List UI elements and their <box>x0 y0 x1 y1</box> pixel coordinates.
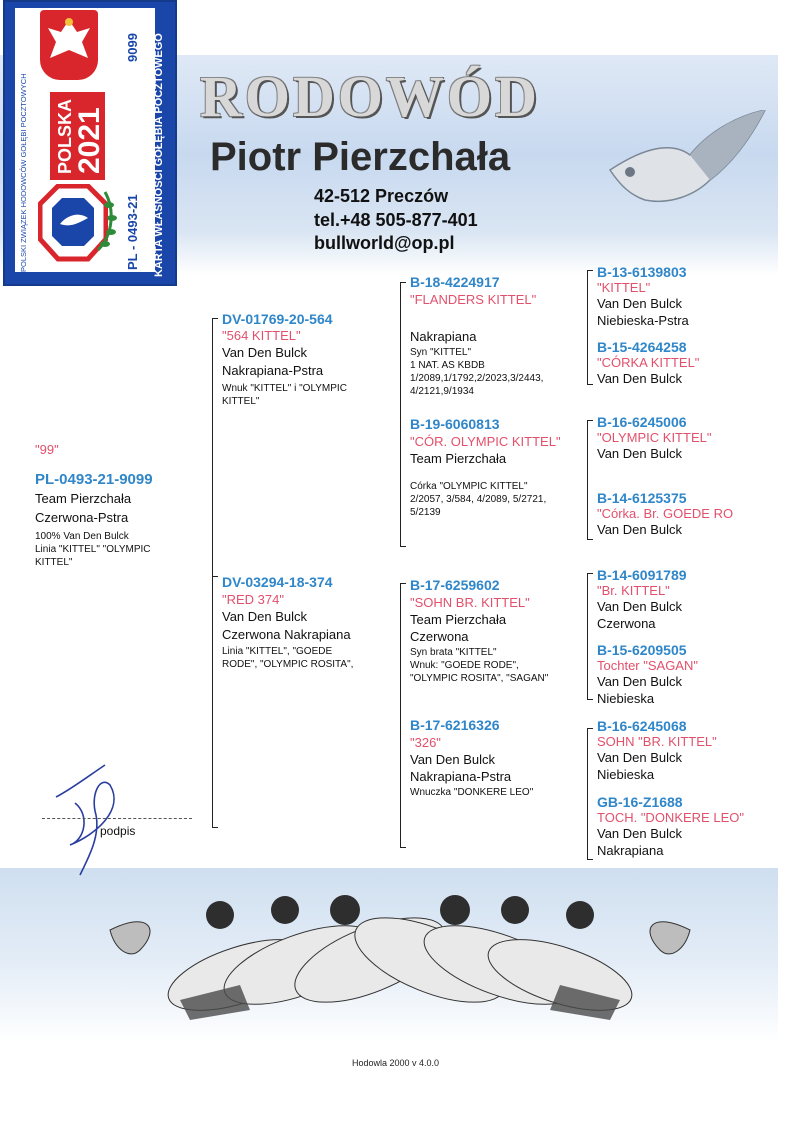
bird-breeder: Van Den Bulck <box>597 371 683 386</box>
bird-color: Czerwona <box>410 629 469 644</box>
bird-ring: B-17-6259602 <box>410 577 500 593</box>
bird-ring: B-19-6060813 <box>410 416 500 432</box>
bracket-tick <box>587 699 593 700</box>
bracket-tick <box>400 583 406 584</box>
note-line: Córka "OLYMPIC KITTEL" <box>410 481 528 492</box>
bird-color: Niebieska <box>597 767 655 782</box>
bracket-tick <box>400 546 406 547</box>
bird-name: SOHN "BR. KITTEL" <box>597 734 717 749</box>
bird-breeder: Van Den Bulck <box>597 750 683 765</box>
bird-name: "OLYMPIC KITTEL" <box>597 430 712 445</box>
bracket-tick <box>587 539 593 540</box>
card-ring-prefix: PL - 0493-21 <box>125 194 140 270</box>
note-line: Syn brata "KITTEL" <box>410 647 497 658</box>
bird-color: Czerwona <box>597 616 656 631</box>
main-bird-line2: Czerwona-Pstra <box>35 510 129 525</box>
bird-breeder: Van Den Bulck <box>410 752 496 767</box>
card-year: 2021 <box>73 107 106 174</box>
bracket-tick <box>587 270 593 271</box>
pedigree-bracket <box>212 318 213 828</box>
note-line: 2/2057, 3/584, 4/2089, 5/2721, <box>410 494 547 505</box>
bird-notes <box>410 480 561 519</box>
bird-ring: B-14-6091789 <box>597 567 687 583</box>
gen4-entry <box>597 567 687 631</box>
main-bird-ring: PL-0493-21-9099 <box>35 471 153 488</box>
bird-color: Nakrapiana <box>597 843 664 858</box>
bird-breeder: Team Pierzchała <box>410 612 507 627</box>
bird-ring: B-13-6139803 <box>597 264 687 280</box>
bird-breeder: Van Den Bulck <box>597 522 683 537</box>
bracket-tick <box>587 420 593 421</box>
gen4-entry <box>597 642 698 706</box>
bird-ring: B-16-6245006 <box>597 414 687 430</box>
flying-pigeon-image <box>600 110 770 220</box>
bird-name: "FLANDERS KITTEL" <box>410 292 537 307</box>
note-line: Linia "KITTEL", "GOEDE <box>222 646 333 657</box>
dam-notes <box>222 645 353 671</box>
card-country: POLSKA <box>55 98 75 174</box>
gen3-entry <box>410 717 533 799</box>
bird-name: "326" <box>410 735 441 750</box>
bird-color: Nakrapiana <box>410 329 477 344</box>
note-line: KITTEL" <box>222 396 260 407</box>
note-line: "OLYMPIC ROSITA", "SAGAN" <box>410 673 549 684</box>
bracket-tick <box>587 384 593 385</box>
sire-notes <box>222 382 347 408</box>
bird-name: "Br. KITTEL" <box>597 583 670 598</box>
page-title: RODOWÓD <box>200 64 540 129</box>
bird-ring: GB-16-Z1688 <box>597 794 683 810</box>
bracket-tick <box>587 859 593 860</box>
bird-notes <box>410 786 533 799</box>
bird-name: Tochter "SAGAN" <box>597 658 698 673</box>
card-title: KARTA WŁASNOŚCI GOŁĘBIA POCZTOWEGO <box>153 33 165 277</box>
bird-name: "CÓR. OLYMPIC KITTEL" <box>410 434 561 449</box>
bird-name: "SOHN BR. KITTEL" <box>410 595 530 610</box>
pedigree-bracket <box>400 583 401 848</box>
note-line: Syn "KITTEL" <box>410 347 472 358</box>
bird-name: "Córka. Br. GOEDE RO <box>597 506 734 521</box>
bird-ring: B-17-6216326 <box>410 717 500 733</box>
sire-ring: DV-01769-20-564 <box>222 311 333 327</box>
gen4-entry <box>597 339 699 386</box>
pedigree-bracket <box>587 270 588 385</box>
dam-name: "RED 374" <box>222 592 284 607</box>
bird-name: "CÓRKA KITTEL" <box>597 355 700 370</box>
sire-line1: Van Den Bulck <box>222 345 308 360</box>
bracket-tick <box>400 847 406 848</box>
bird-name: TOCH. "DONKERE LEO" <box>597 810 744 825</box>
bracket-tick <box>212 318 218 319</box>
bird-breeder: Team Pierzchała <box>410 451 507 466</box>
card-ring-number: 9099 <box>125 33 140 62</box>
pigeons-illustration <box>40 890 760 1050</box>
note-line: RODE", "OLYMPIC ROSITA", <box>222 659 354 670</box>
bracket-tick <box>587 573 593 574</box>
signature-label: podpis <box>100 824 136 838</box>
bracket-tick <box>212 576 218 577</box>
gen4-entry <box>597 718 717 782</box>
dam-line2: Czerwona Nakrapiana <box>222 627 351 642</box>
bird-breeder: Van Den Bulck <box>597 446 683 461</box>
laurel-icon <box>93 190 123 254</box>
note-line: 100% Van Den Bulck <box>35 531 129 542</box>
gen4-entry <box>597 794 744 858</box>
bird-breeder: Van Den Bulck <box>597 826 683 841</box>
pedigree-bracket <box>587 728 588 860</box>
pedigree-bracket <box>587 420 588 540</box>
note-line: Linia "KITTEL" "OLYMPIC <box>35 544 151 555</box>
dam-line1: Van Den Bulck <box>222 609 308 624</box>
bird-ring: B-15-4264258 <box>597 339 687 355</box>
coat-of-arms-icon <box>40 10 98 80</box>
gen4-entry <box>597 414 711 461</box>
bird-ring: B-15-6209505 <box>597 642 687 658</box>
email: bullworld@op.pl <box>314 233 455 253</box>
note-line: KITTEL" <box>35 557 73 568</box>
gen3-entry <box>410 416 561 519</box>
bird-color: Niebieska-Pstra <box>597 313 689 328</box>
card-org: POLSKI ZWIĄZEK HODOWCÓW GOŁĘBI POCZTOWYCH <box>19 73 28 272</box>
gen4-entry <box>597 264 689 328</box>
bird-ring: B-18-4224917 <box>410 274 500 290</box>
pedigree-bracket <box>400 282 401 547</box>
software-version: Hodowla 2000 v 4.0.0 <box>352 1058 440 1068</box>
pedigree-bracket <box>587 573 588 700</box>
bird-breeder: Van Den Bulck <box>597 296 683 311</box>
signature-line <box>42 818 192 819</box>
bracket-tick <box>212 827 218 828</box>
bird-color: Niebieska <box>597 691 655 706</box>
address: 42-512 Preczów <box>314 186 449 206</box>
bird-color: Nakrapiana-Pstra <box>410 769 512 784</box>
bracket-tick <box>400 282 406 283</box>
gen4-entry <box>597 490 733 537</box>
bird-notes <box>410 646 548 685</box>
note-line: 1/2089,1/1792,2/2023,3/2443, <box>410 373 544 384</box>
dam-ring: DV-03294-18-374 <box>222 574 333 590</box>
note-line: Wnuczka "DONKERE LEO" <box>410 787 534 798</box>
note-line: Wnuk: "GOEDE RODE", <box>410 660 519 671</box>
owner-name: Piotr Pierzchała <box>210 135 511 179</box>
ownership-card <box>3 0 177 286</box>
main-bird-line1: Team Pierzchała <box>35 491 132 506</box>
main-bird-name: "99" <box>35 442 59 457</box>
bird-breeder: Van Den Bulck <box>597 599 683 614</box>
gen3-entry <box>410 577 548 685</box>
note-line: 4/2121,9/1934 <box>410 386 474 397</box>
phone: tel.+48 505-877-401 <box>314 210 478 230</box>
bird-breeder: Van Den Bulck <box>597 674 683 689</box>
sire-name: "564 KITTEL" <box>222 328 301 343</box>
bird-ring: B-14-6125375 <box>597 490 687 506</box>
gen3-entry <box>410 274 543 398</box>
bird-name: "KITTEL" <box>597 280 651 295</box>
note-line: Wnuk "KITTEL" i "OLYMPIC <box>222 383 347 394</box>
main-bird-notes <box>35 530 151 569</box>
bird-notes <box>410 346 543 398</box>
note-line: 5/2139 <box>410 507 441 518</box>
note-line: 1 NAT. AS KBDB <box>410 360 485 371</box>
bird-ring: B-16-6245068 <box>597 718 687 734</box>
bracket-tick <box>587 728 593 729</box>
sire-line2: Nakrapiana-Pstra <box>222 363 324 378</box>
